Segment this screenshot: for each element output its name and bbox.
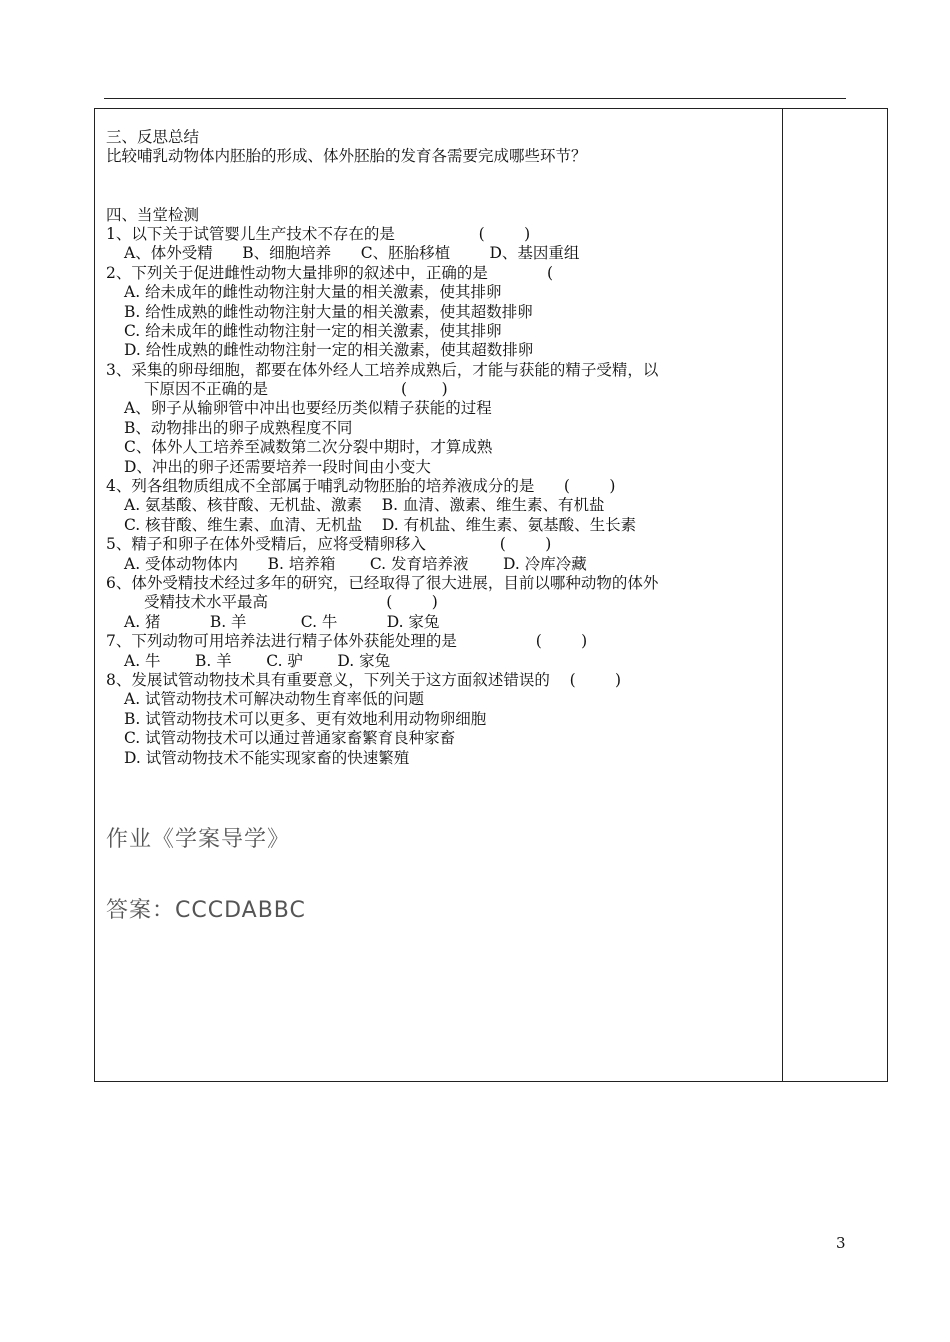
- option-line: C. 试管动物技术可以通过普通家畜繁育良种家畜: [124, 729, 456, 748]
- header-rule: [104, 98, 846, 99]
- question-line: 6、体外受精技术经过多年的研究，已经取得了很大进展，目前以哪种动物的体外: [106, 573, 659, 592]
- option-line: C、体外人工培养至减数第二次分裂中期时，才算成熟: [124, 438, 493, 457]
- main-cell: [106, 128, 778, 768]
- option-line: A、体外受精 B、细胞培养 C、胚胎移植 D、基因重组: [124, 244, 580, 263]
- option-line: A. 给未成年的雌性动物注射大量的相关激素，使其排卵: [124, 283, 502, 302]
- quiz-list: [106, 225, 778, 768]
- reflection-question: 比较哺乳动物体内胚胎的形成、体外胚胎的发育各需要完成哪些环节？: [106, 147, 587, 166]
- option-line: A. 受体动物体内 B. 培养箱 C. 发育培养液 D. 冷库冷藏: [124, 554, 587, 573]
- option-line: C. 给未成年的雌性动物注射一定的相关激素，使其排卵: [124, 321, 502, 340]
- option-line: C. 核苷酸、维生素、血清、无机盐 D. 有机盐、维生素、氨基酸、生长素: [124, 515, 637, 534]
- option-line: B. 给性成熟的雌性动物注射大量的相关激素，使其超数排卵: [124, 302, 533, 321]
- homework-note: 作业《学案导学》: [106, 827, 291, 852]
- question-line: 3、采集的卵母细胞，都要在体外经人工培养成熟后，才能与获能的精子受精，以: [106, 360, 659, 379]
- answer-key: 答案：CCCDABBC: [106, 898, 306, 923]
- option-line: D. 给性成熟的雌性动物注射一定的相关激素，使其超数排卵: [124, 341, 534, 360]
- page-number: 3: [836, 1234, 846, 1252]
- section-reflection-heading: 三、反思总结: [106, 128, 200, 146]
- question-line: 4、列各组物质组成不全部属于哺乳动物胚胎的培养液成分的是 ( ): [106, 477, 616, 496]
- option-line: A. 猪 B. 羊 C. 牛 D. 家兔: [124, 612, 440, 631]
- question-line: 5、精子和卵子在体外受精后，应将受精卵移入 ( ): [106, 535, 552, 554]
- option-line: A、卵子从输卵管中冲出也要经历类似精子获能的过程: [124, 399, 492, 418]
- option-line: 下原因不正确的是 ( ): [144, 380, 448, 399]
- option-line: A. 试管动物技术可解决动物生育率低的问题: [124, 690, 425, 709]
- section-quiz-heading: 四、当堂检测: [106, 205, 200, 224]
- question-line: 8、发展试管动物技术具有重要意义，下列关于这方面叙述错误的 ( ): [106, 670, 622, 689]
- option-line: 受精技术水平最高 ( ): [144, 593, 438, 612]
- option-line: D. 试管动物技术不能实现家畜的快速繁殖: [124, 748, 410, 767]
- question-line: 1、以下关于试管婴儿生产技术不存在的是 ( ): [106, 224, 531, 243]
- question-line: 7、下列动物可用培养法进行精子体外获能处理的是 ( ): [106, 632, 588, 651]
- question-line: 2、下列关于促进雌性动物大量排卵的叙述中，正确的是 (: [106, 263, 554, 282]
- column-divider: [782, 108, 783, 1082]
- option-line: A. 氨基酸、核苷酸、无机盐、激素 B. 血清、激素、维生素、有机盐: [124, 496, 605, 515]
- option-line: B. 试管动物技术可以更多、更有效地利用动物卵细胞: [124, 709, 487, 728]
- option-line: B、动物排出的卵子成熟程度不同: [124, 418, 353, 437]
- option-line: A. 牛 B. 羊 C. 驴 D. 家兔: [124, 651, 391, 670]
- option-line: D、冲出的卵子还需要培养一段时间由小变大: [124, 457, 431, 476]
